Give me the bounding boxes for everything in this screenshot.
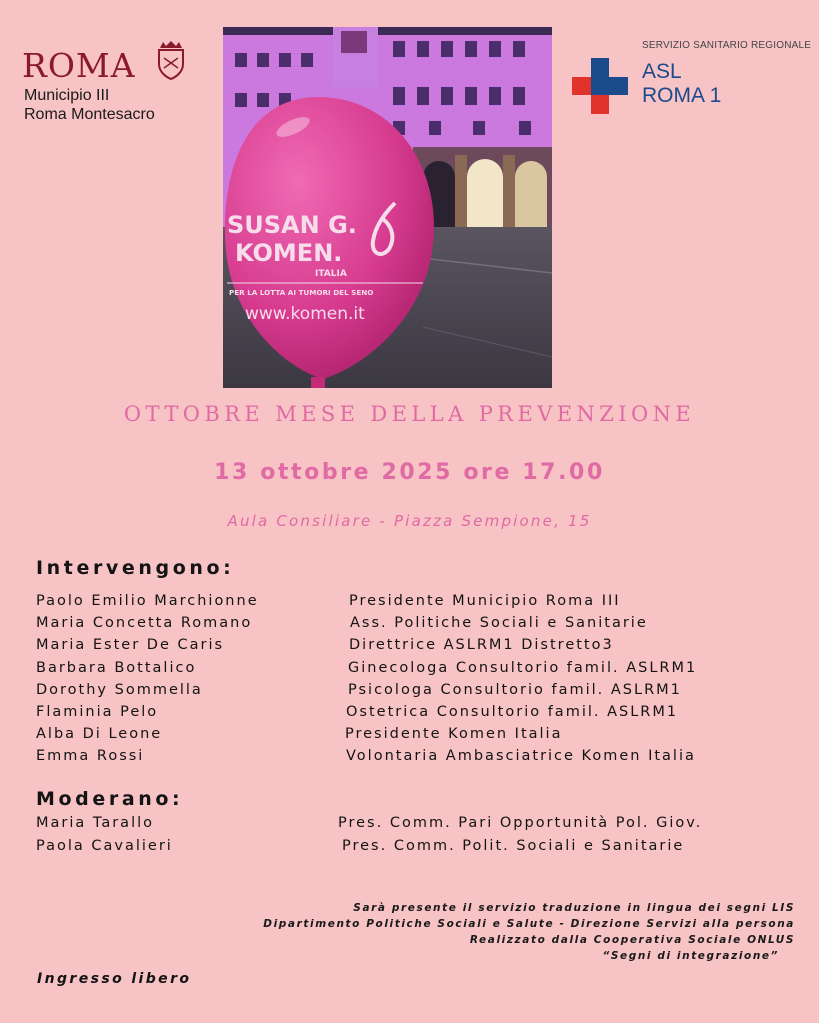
moderator-role: Pres. Comm. Polit. Sociali e Sanitarie bbox=[342, 838, 685, 854]
balloon-brand-line1: SUSAN G. bbox=[227, 211, 357, 239]
speaker-row bbox=[36, 704, 796, 726]
speaker-role: Ass. Politiche Sociali e Sanitarie bbox=[350, 615, 648, 631]
event-title: OTTOBRE MESE DELLA PREVENZIONE bbox=[123, 402, 696, 426]
speaker-role: Presidente Municipio Roma III bbox=[349, 593, 621, 609]
speaker-role: Direttrice ASLRM1 Distretto3 bbox=[349, 637, 614, 653]
speaker-row bbox=[36, 615, 796, 637]
event-date: 13 ottobre 2025 ore 17.00 bbox=[214, 460, 605, 485]
roma-wordmark: ROMA bbox=[22, 46, 136, 85]
entry-note: Ingresso libero bbox=[37, 971, 192, 987]
moderator-name: Paola Cavalieri bbox=[36, 838, 173, 854]
speaker-name: Barbara Bottalico bbox=[36, 660, 197, 676]
speaker-row bbox=[36, 748, 796, 770]
moderator-row bbox=[36, 838, 796, 860]
speaker-name: Maria Ester De Caris bbox=[36, 637, 225, 653]
speaker-name: Alba Di Leone bbox=[36, 726, 163, 742]
asl-service-label: SERVIZIO SANITARIO REGIONALE bbox=[642, 40, 812, 51]
roma-municipio-logo bbox=[22, 40, 202, 130]
footer-notes bbox=[263, 900, 795, 964]
note-line: Realizzato dalla Cooperativa Sociale ONLUS bbox=[469, 934, 795, 946]
speaker-row bbox=[36, 593, 796, 615]
speakers-heading: Intervengono: bbox=[36, 557, 235, 579]
speaker-row bbox=[36, 726, 796, 748]
asl-name-line1: ASL bbox=[642, 60, 682, 83]
speaker-name: Dorothy Sommella bbox=[36, 682, 203, 698]
note-line: “Segni di integrazione” bbox=[602, 950, 779, 962]
municipio-line: Municipio III bbox=[24, 87, 110, 104]
speaker-name: Paolo Emilio Marchionne bbox=[36, 593, 259, 609]
moderator-name: Maria Tarallo bbox=[36, 815, 154, 831]
roma-crest-icon bbox=[156, 40, 186, 80]
moderator-role: Pres. Comm. Pari Opportunità Pol. Giov. bbox=[338, 815, 703, 831]
speaker-role: Ginecologa Consultorio famil. ASLRM1 bbox=[348, 660, 698, 676]
speaker-name: Flaminia Pelo bbox=[36, 704, 159, 720]
speaker-name: Maria Concetta Romano bbox=[36, 615, 253, 631]
speaker-row bbox=[36, 682, 796, 704]
balloon-tagline: PER LA LOTTA AI TUMORI DEL SENO bbox=[229, 288, 374, 297]
speaker-row bbox=[36, 660, 796, 682]
speaker-name: Emma Rossi bbox=[36, 748, 145, 764]
speaker-row bbox=[36, 637, 796, 659]
area-line: Roma Montesacro bbox=[24, 106, 155, 123]
moderators-heading: Moderano: bbox=[36, 788, 184, 810]
note-line: Dipartimento Politiche Sociali e Salute - Direzione Servizi alla persona bbox=[263, 918, 795, 930]
asl-name-line2: ROMA 1 bbox=[642, 84, 722, 107]
note-line: Sarà presente il servizio traduzione in lingua dei segni LIS bbox=[353, 902, 795, 914]
asl-name bbox=[642, 60, 721, 108]
speaker-role: Psicologa Consultorio famil. ASLRM1 bbox=[348, 682, 682, 698]
event-photo bbox=[223, 27, 552, 388]
balloon-brand-sub: ITALIA bbox=[315, 269, 347, 279]
speaker-role: Volontaria Ambasciatrice Komen Italia bbox=[346, 748, 696, 764]
speaker-role: Presidente Komen Italia bbox=[345, 726, 563, 742]
asl-cross-icon bbox=[572, 58, 628, 114]
municipio-name bbox=[24, 86, 155, 124]
balloon-url: www.komen.it bbox=[245, 304, 365, 324]
moderator-row bbox=[36, 815, 796, 837]
balloon-brand-line2: KOMEN. bbox=[235, 239, 343, 267]
event-place: Aula Consiliare - Piazza Sempione, 15 bbox=[227, 512, 592, 530]
speaker-role: Ostetrica Consultorio famil. ASLRM1 bbox=[346, 704, 679, 720]
